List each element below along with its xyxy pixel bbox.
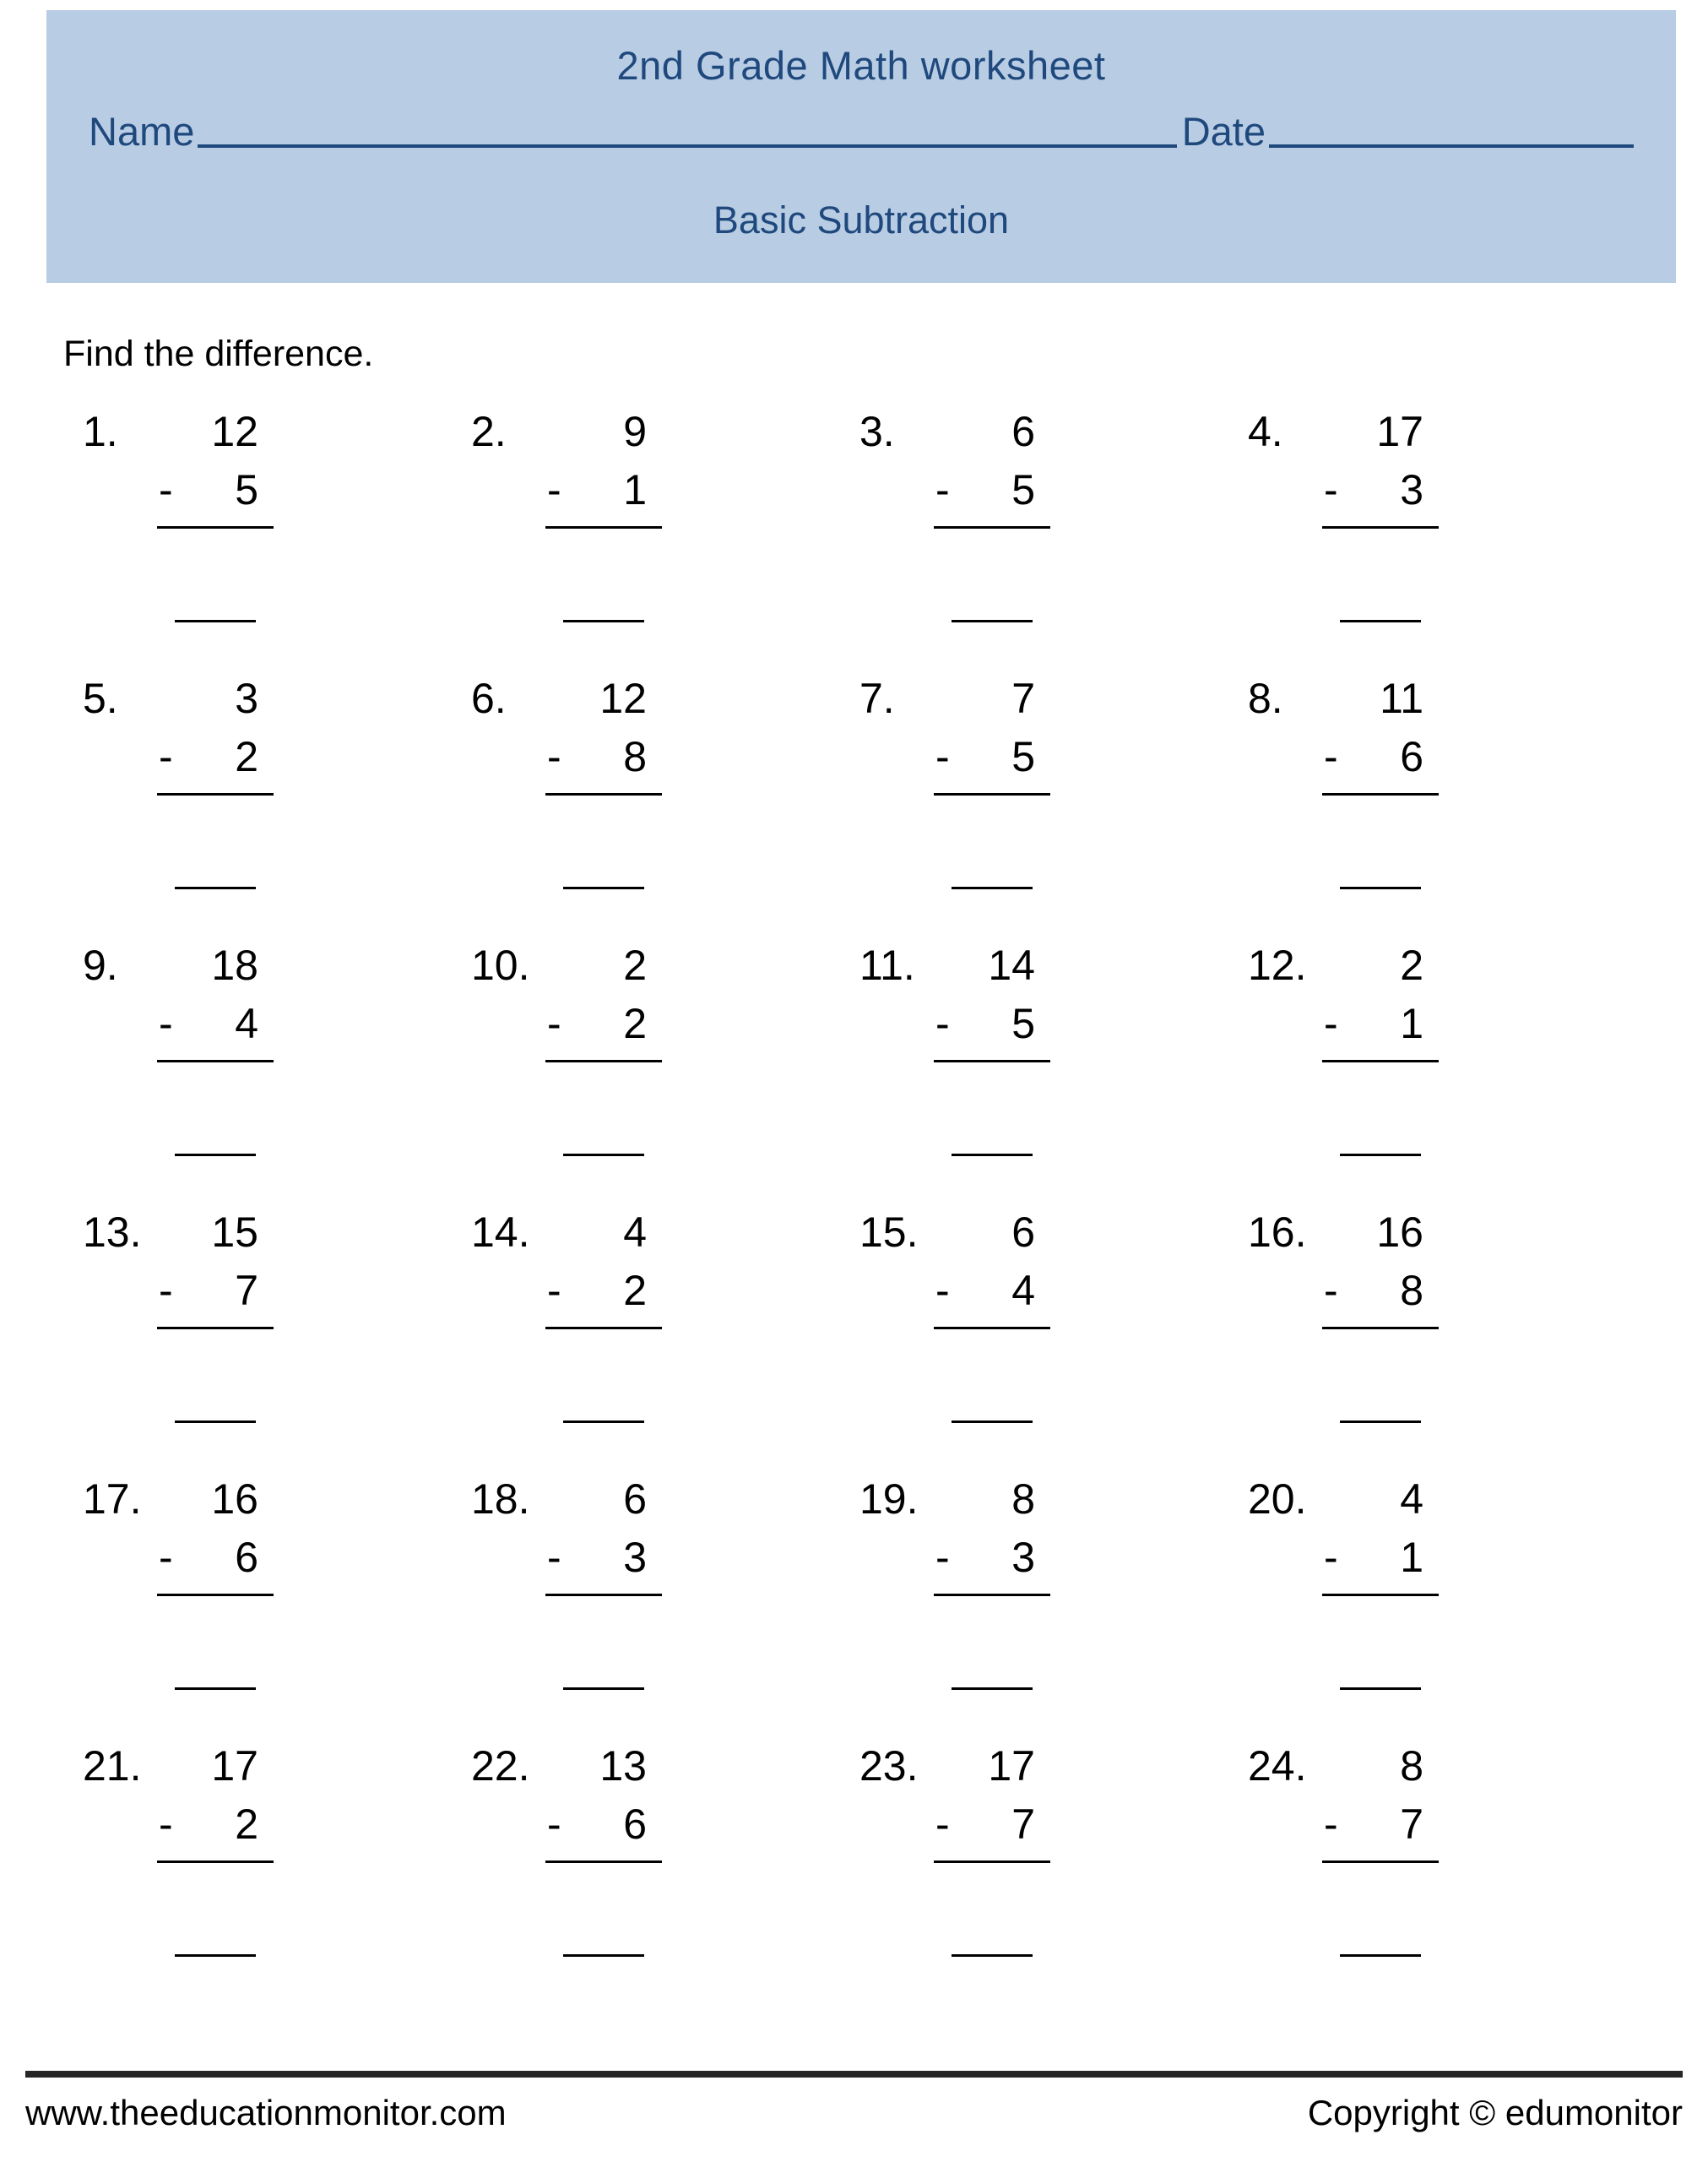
subtraction-problem [859,1736,1248,2002]
minus-icon: - [935,466,950,513]
minuend: 17 [1376,408,1423,455]
minuend: 9 [623,408,647,455]
subtrahend-row [157,1796,274,1863]
subtrahend: 5 [235,466,258,513]
problem-work-area [157,1736,274,1957]
subtrahend: 2 [623,1267,647,1314]
answer-blank-line [175,1421,256,1423]
footer-copyright: Copyright © edumonitor [1307,2093,1683,2132]
answer-blank-line [563,1687,644,1690]
subtraction-problem [859,1202,1248,1469]
minus-icon: - [159,1267,173,1314]
footer-website: www.theeducationmonitor.com [25,2093,507,2132]
subtrahend-row [545,1796,662,1863]
minuend: 8 [1011,1475,1035,1523]
problem-number: 17. [83,1475,142,1523]
subtrahend-row [545,996,662,1062]
answer-blank-line [175,887,256,889]
problem-work-area [934,1469,1050,1690]
problem-work-area [934,1202,1050,1423]
minuend: 12 [211,408,258,455]
subtraction-problem [859,668,1248,935]
subtrahend-row [934,996,1050,1062]
answer-blank-line [952,1421,1033,1423]
subtraction-problem [1248,401,1636,668]
minuend: 6 [623,1475,647,1523]
minus-icon: - [547,466,561,513]
subtraction-problem [83,1469,471,1736]
problem-work-area [1322,668,1439,889]
problem-number: 12. [1248,942,1307,989]
subtrahend-row [934,1263,1050,1329]
subtrahend: 3 [1400,466,1423,513]
answer-blank-line [952,1687,1033,1690]
problem-number: 8. [1248,675,1283,722]
problem-work-area [1322,1202,1439,1423]
answer-blank-line [952,887,1033,889]
minuend: 15 [211,1209,258,1256]
subtrahend: 5 [1011,733,1035,780]
minuend: 11 [1380,675,1423,722]
problem-work-area [934,668,1050,889]
answer-blank-line [1340,620,1421,622]
problem-work-area [157,935,274,1156]
problem-work-area [545,1469,662,1690]
minuend: 17 [988,1742,1035,1790]
subtrahend-row [157,996,274,1062]
answer-blank-line [952,620,1033,622]
answer-blank-line [1340,1421,1421,1423]
problem-number: 6. [471,675,507,722]
subtraction-problem [471,935,859,1202]
subtraction-problem [859,401,1248,668]
name-date-row [89,104,1634,155]
minus-icon: - [547,1000,561,1047]
name-label: Name [89,109,195,154]
minuend: 2 [1400,942,1423,989]
subtraction-problem [83,1202,471,1469]
subtraction-problem [1248,1736,1636,2002]
minus-icon: - [1324,466,1338,513]
minus-icon: - [547,1801,561,1848]
subtrahend: 6 [1400,733,1423,780]
subtrahend-row [545,729,662,796]
problem-number: 18. [471,1475,530,1523]
subtraction-problem [471,1736,859,2002]
minus-icon: - [547,1534,561,1581]
problem-number: 19. [859,1475,919,1523]
problem-number: 14. [471,1209,530,1256]
problem-work-area [934,935,1050,1156]
problem-work-area [934,401,1050,622]
subtraction-problem [83,401,471,668]
subtrahend: 1 [1400,1534,1423,1581]
problem-work-area [545,401,662,622]
problem-number: 2. [471,408,507,455]
problem-number: 22. [471,1742,530,1790]
problem-work-area [157,1469,274,1690]
subtrahend-row [157,462,274,529]
subtrahend-row [545,462,662,529]
problem-work-area [157,401,274,622]
answer-blank-line [175,620,256,622]
minuend: 12 [599,675,647,722]
subtraction-problem [1248,1469,1636,1736]
problem-number: 10. [471,942,530,989]
subtrahend-row [934,1796,1050,1863]
answer-blank-line [175,1954,256,1957]
name-blank-line [198,104,1176,148]
minuend: 7 [1011,675,1035,722]
date-blank-line [1269,104,1634,148]
minuend: 6 [1011,1209,1035,1256]
subtrahend-row [934,1529,1050,1596]
subtrahend-row [157,1529,274,1596]
subtrahend-row [1322,462,1439,529]
answer-blank-line [1340,1954,1421,1957]
problems-grid [83,401,1636,2002]
subtrahend: 1 [623,466,647,513]
minus-icon: - [1324,1000,1338,1047]
subtrahend: 4 [235,1000,258,1047]
problem-work-area [545,668,662,889]
answer-blank-line [952,1954,1033,1957]
subtraction-problem [1248,935,1636,1202]
page-title: 2nd Grade Math worksheet [616,43,1106,88]
answer-blank-line [563,1421,644,1423]
subtrahend-row [1322,996,1439,1062]
problem-number: 24. [1248,1742,1307,1790]
minus-icon: - [159,466,173,513]
answer-blank-line [563,1954,644,1957]
problem-number: 4. [1248,408,1283,455]
subtrahend: 5 [1011,466,1035,513]
answer-blank-line [1340,1154,1421,1156]
subtraction-problem [83,1736,471,2002]
minuend: 13 [599,1742,647,1790]
subtrahend-row [1322,1529,1439,1596]
subtrahend: 3 [623,1534,647,1581]
subtraction-problem [859,935,1248,1202]
problem-work-area [1322,401,1439,622]
subtrahend-row [157,1263,274,1329]
answer-blank-line [175,1687,256,1690]
minus-icon: - [159,1534,173,1581]
answer-blank-line [175,1154,256,1156]
footer [25,2093,1683,2133]
minuend: 8 [1400,1742,1423,1790]
problem-number: 5. [83,675,118,722]
subtraction-problem [1248,1202,1636,1469]
minuend: 16 [1376,1209,1423,1256]
minus-icon: - [159,733,173,780]
problem-number: 16. [1248,1209,1307,1256]
problem-number: 21. [83,1742,142,1790]
minuend: 4 [1400,1475,1423,1523]
problem-number: 9. [83,942,118,989]
subtrahend: 7 [1011,1801,1035,1848]
minus-icon: - [1324,1801,1338,1848]
problem-work-area [157,1202,274,1423]
subtraction-problem [471,1202,859,1469]
answer-blank-line [1340,887,1421,889]
date-label: Date [1181,109,1266,154]
subtraction-problem [471,401,859,668]
minus-icon: - [935,733,950,780]
subtrahend-row [1322,1796,1439,1863]
subtraction-problem [471,668,859,935]
subtraction-problem [83,935,471,1202]
problem-number: 11. [859,942,915,989]
problem-number: 3. [859,408,895,455]
minuend: 14 [988,942,1035,989]
subtrahend-row [1322,1263,1439,1329]
subtrahend: 1 [1400,1000,1423,1047]
minus-icon: - [1324,1267,1338,1314]
answer-blank-line [563,887,644,889]
subtrahend-row [934,729,1050,796]
subtrahend-row [1322,729,1439,796]
subtrahend-row [157,729,274,796]
problem-work-area [1322,1736,1439,1957]
problem-work-area [1322,935,1439,1156]
minus-icon: - [935,1801,950,1848]
problem-work-area [545,1202,662,1423]
problem-number: 23. [859,1742,919,1790]
problem-number: 7. [859,675,895,722]
subtrahend: 5 [1011,1000,1035,1047]
minuend: 17 [211,1742,258,1790]
problem-work-area [1322,1469,1439,1690]
minuend: 6 [1011,408,1035,455]
answer-blank-line [563,620,644,622]
answer-blank-line [1340,1687,1421,1690]
subtrahend: 2 [235,1801,258,1848]
subtrahend: 4 [1011,1267,1035,1314]
minuend: 16 [211,1475,258,1523]
answer-blank-line [952,1154,1033,1156]
problem-number: 20. [1248,1475,1307,1523]
subtrahend-row [545,1263,662,1329]
minuend: 18 [211,942,258,989]
problem-number: 1. [83,408,118,455]
minus-icon: - [1324,733,1338,780]
worksheet-header [46,10,1676,283]
minus-icon: - [935,1534,950,1581]
problem-number: 15. [859,1209,919,1256]
subtraction-problem [471,1469,859,1736]
minus-icon: - [935,1000,950,1047]
problem-number: 13. [83,1209,142,1256]
subtraction-problem [83,668,471,935]
minuend: 2 [623,942,647,989]
minuend: 3 [235,675,258,722]
subtrahend: 3 [1011,1534,1035,1581]
minus-icon: - [547,1267,561,1314]
subtrahend: 2 [623,1000,647,1047]
instruction-text: Find the difference. [63,334,374,374]
subtrahend: 2 [235,733,258,780]
footer-divider [25,2071,1683,2078]
problem-work-area [545,935,662,1156]
subtrahend: 8 [1400,1267,1423,1314]
answer-blank-line [563,1154,644,1156]
problem-work-area [157,668,274,889]
subtrahend-row [545,1529,662,1596]
minus-icon: - [159,1000,173,1047]
minuend: 4 [623,1209,647,1256]
problem-work-area [934,1736,1050,1957]
problem-work-area [545,1736,662,1957]
minus-icon: - [1324,1534,1338,1581]
subtrahend: 6 [235,1534,258,1581]
subtrahend: 6 [623,1801,647,1848]
minus-icon: - [159,1801,173,1848]
minus-icon: - [547,733,561,780]
subtrahend: 8 [623,733,647,780]
worksheet-subtitle: Basic Subtraction [713,198,1010,242]
subtrahend-row [934,462,1050,529]
minus-icon: - [935,1267,950,1314]
subtrahend: 7 [235,1267,258,1314]
subtrahend: 7 [1400,1801,1423,1848]
subtraction-problem [1248,668,1636,935]
subtraction-problem [859,1469,1248,1736]
